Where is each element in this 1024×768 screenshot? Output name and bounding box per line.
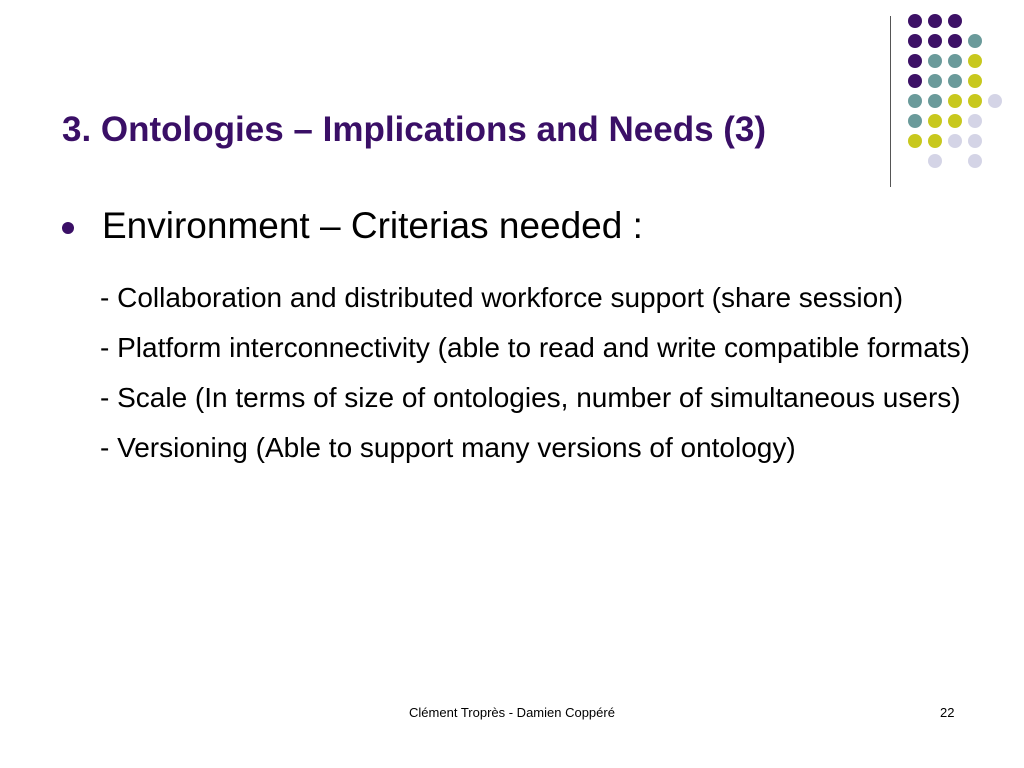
slide-title: 3. Ontologies – Implications and Needs (3) <box>62 110 767 149</box>
decorative-dot <box>928 154 942 168</box>
decorative-dot-grid <box>908 14 1008 174</box>
decorative-dot <box>928 134 942 148</box>
decorative-dot <box>968 154 982 168</box>
decorative-dot <box>948 134 962 148</box>
decorative-dot <box>928 54 942 68</box>
decorative-dot <box>908 54 922 68</box>
decorative-dot <box>908 34 922 48</box>
decorative-dot <box>928 74 942 88</box>
decorative-dot <box>908 134 922 148</box>
decorative-dot <box>948 34 962 48</box>
footer-authors: Clément Troprès - Damien Coppéré <box>409 705 615 720</box>
decorative-dot <box>928 114 942 128</box>
main-bullet-text: Environment – Criterias needed : <box>102 205 643 246</box>
decorative-dot <box>948 94 962 108</box>
title-divider <box>890 16 891 187</box>
decorative-dot <box>968 54 982 68</box>
decorative-dot <box>968 114 982 128</box>
decorative-dot <box>908 14 922 28</box>
sub-item-versioning: - Versioning (Able to support many versions of ontology) <box>100 432 796 463</box>
decorative-dot <box>928 34 942 48</box>
sub-item-collaboration: - Collaboration and distributed workforce support (share session) <box>100 282 904 313</box>
decorative-dot <box>988 94 1002 108</box>
decorative-dot <box>968 134 982 148</box>
decorative-dot <box>928 94 942 108</box>
decorative-dot <box>948 74 962 88</box>
decorative-dot <box>928 14 942 28</box>
footer-page-number: 22 <box>940 705 955 720</box>
decorative-dot <box>968 74 982 88</box>
decorative-dot <box>908 94 922 108</box>
sub-item-list <box>100 278 980 478</box>
decorative-dot <box>968 34 982 48</box>
bullet-dot-icon <box>62 222 74 234</box>
decorative-dot <box>968 94 982 108</box>
decorative-dot <box>948 54 962 68</box>
sub-item-scale: - Scale (In terms of size of ontologies, number of simultaneous users) <box>100 382 961 413</box>
decorative-dot <box>948 14 962 28</box>
decorative-dot <box>948 114 962 128</box>
sub-item-platform: - Platform interconnectivity (able to read and write compatible formats) <box>100 332 970 363</box>
decorative-dot <box>908 114 922 128</box>
decorative-dot <box>908 74 922 88</box>
